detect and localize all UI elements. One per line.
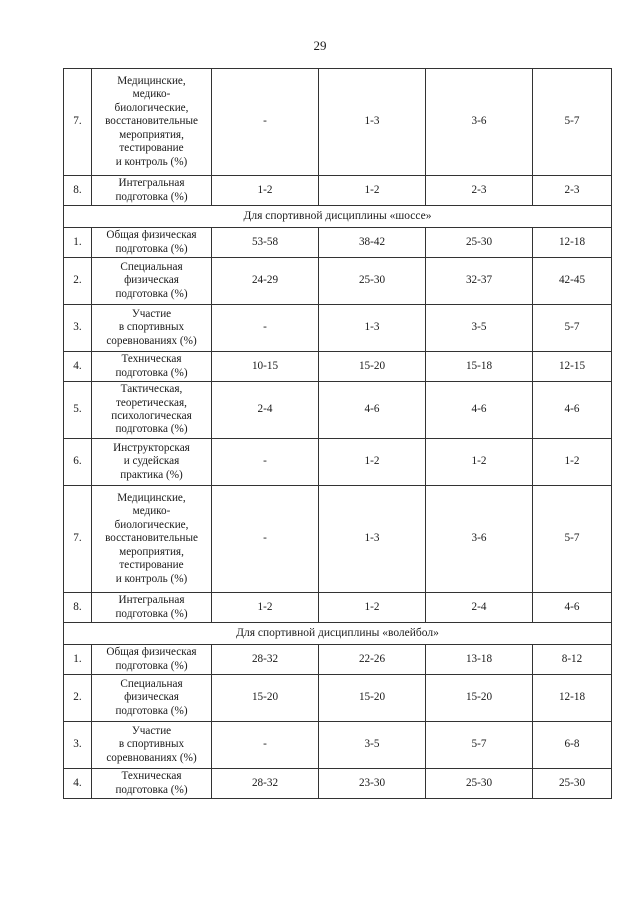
stage-value: 12-15: [533, 352, 612, 382]
stage-value: 15-20: [319, 675, 426, 722]
stage-value: 4-6: [533, 593, 612, 623]
row-number: 1.: [64, 645, 92, 675]
stage-value: 1-2: [319, 176, 426, 206]
section-header-row: [64, 623, 612, 645]
table-row: [64, 382, 612, 439]
stage-value: 2-4: [426, 593, 533, 623]
row-number: 5.: [64, 382, 92, 439]
row-number: 2.: [64, 675, 92, 722]
table-body: [64, 69, 612, 799]
table-row: [64, 258, 612, 305]
stage-value: 12-18: [533, 228, 612, 258]
row-number: 8.: [64, 593, 92, 623]
stage-value: 23-30: [319, 769, 426, 799]
table-row: [64, 722, 612, 769]
row-number: 1.: [64, 228, 92, 258]
stage-value: 22-26: [319, 645, 426, 675]
section-header-row: [64, 206, 612, 228]
table-row: [64, 69, 612, 176]
stage-value: 2-3: [426, 176, 533, 206]
stage-value: 32-37: [426, 258, 533, 305]
stage-value: -: [212, 486, 319, 593]
row-number: 8.: [64, 176, 92, 206]
stage-value: 25-30: [319, 258, 426, 305]
activity-name: Интегральная подготовка (%): [92, 593, 212, 623]
stage-value: 25-30: [533, 769, 612, 799]
table-row: [64, 176, 612, 206]
stage-value: 1-3: [319, 486, 426, 593]
stage-value: 1-2: [212, 176, 319, 206]
activity-name: Тактическая, теоретическая, психологическая подготовка (%): [92, 382, 212, 439]
stage-value: -: [212, 722, 319, 769]
activity-name: Общая физическая подготовка (%): [92, 228, 212, 258]
activity-name: Специальная физическая подготовка (%): [92, 675, 212, 722]
row-number: 3.: [64, 305, 92, 352]
stage-value: 3-5: [319, 722, 426, 769]
stage-value: 38-42: [319, 228, 426, 258]
activity-name: Участие в спортивных соревнованиях (%): [92, 722, 212, 769]
activity-name: Техническая подготовка (%): [92, 769, 212, 799]
stage-value: 4-6: [319, 382, 426, 439]
row-number: 2.: [64, 258, 92, 305]
stage-value: 1-3: [319, 305, 426, 352]
activity-name: Медицинские, медико- биологические, восстановительные мероприятия, тестирование и контроль (%): [92, 69, 212, 176]
stage-value: 2-3: [533, 176, 612, 206]
stage-value: 15-20: [319, 352, 426, 382]
stage-value: 15-18: [426, 352, 533, 382]
activity-name: Участие в спортивных соревнованиях (%): [92, 305, 212, 352]
stage-value: 15-20: [212, 675, 319, 722]
stage-value: 5-7: [533, 305, 612, 352]
activity-name: Техническая подготовка (%): [92, 352, 212, 382]
stage-value: 6-8: [533, 722, 612, 769]
stage-value: 1-2: [426, 439, 533, 486]
stage-value: 42-45: [533, 258, 612, 305]
stage-value: -: [212, 69, 319, 176]
stage-value: 3-5: [426, 305, 533, 352]
stage-value: 4-6: [533, 382, 612, 439]
stage-value: 8-12: [533, 645, 612, 675]
section-title: Для спортивной дисциплины «волейбол»: [64, 623, 612, 645]
section-title: Для спортивной дисциплины «шоссе»: [64, 206, 612, 228]
row-number: 3.: [64, 722, 92, 769]
stage-value: 3-6: [426, 486, 533, 593]
activity-name: Инструкторская и судейская практика (%): [92, 439, 212, 486]
table-row: [64, 675, 612, 722]
stage-value: 10-15: [212, 352, 319, 382]
stage-value: 1-2: [319, 593, 426, 623]
table-row: [64, 305, 612, 352]
table-row: [64, 645, 612, 675]
row-number: 6.: [64, 439, 92, 486]
stage-value: 5-7: [533, 486, 612, 593]
row-number: 4.: [64, 769, 92, 799]
stage-value: 3-6: [426, 69, 533, 176]
stage-value: 28-32: [212, 645, 319, 675]
row-number: 7.: [64, 486, 92, 593]
stage-value: 2-4: [212, 382, 319, 439]
stage-value: 25-30: [426, 769, 533, 799]
stage-value: -: [212, 439, 319, 486]
page-number: 29: [313, 38, 327, 53]
row-number: 7.: [64, 69, 92, 176]
table-row: [64, 769, 612, 799]
activity-name: Специальная физическая подготовка (%): [92, 258, 212, 305]
training-structure-table: [63, 68, 612, 799]
stage-value: 5-7: [533, 69, 612, 176]
stage-value: 53-58: [212, 228, 319, 258]
stage-value: 1-2: [533, 439, 612, 486]
stage-value: 15-20: [426, 675, 533, 722]
table-row: [64, 228, 612, 258]
stage-value: 1-2: [319, 439, 426, 486]
stage-value: 12-18: [533, 675, 612, 722]
stage-value: 1-2: [212, 593, 319, 623]
table-row: [64, 486, 612, 593]
stage-value: 4-6: [426, 382, 533, 439]
stage-value: 24-29: [212, 258, 319, 305]
stage-value: -: [212, 305, 319, 352]
activity-name: Медицинские, медико- биологические, восстановительные мероприятия, тестирование и контроль (%): [92, 486, 212, 593]
table-row: [64, 593, 612, 623]
table-row: [64, 439, 612, 486]
stage-value: 13-18: [426, 645, 533, 675]
activity-name: Общая физическая подготовка (%): [92, 645, 212, 675]
stage-value: 1-3: [319, 69, 426, 176]
stage-value: 5-7: [426, 722, 533, 769]
activity-name: Интегральная подготовка (%): [92, 176, 212, 206]
row-number: 4.: [64, 352, 92, 382]
stage-value: 25-30: [426, 228, 533, 258]
stage-value: 28-32: [212, 769, 319, 799]
table-row: [64, 352, 612, 382]
